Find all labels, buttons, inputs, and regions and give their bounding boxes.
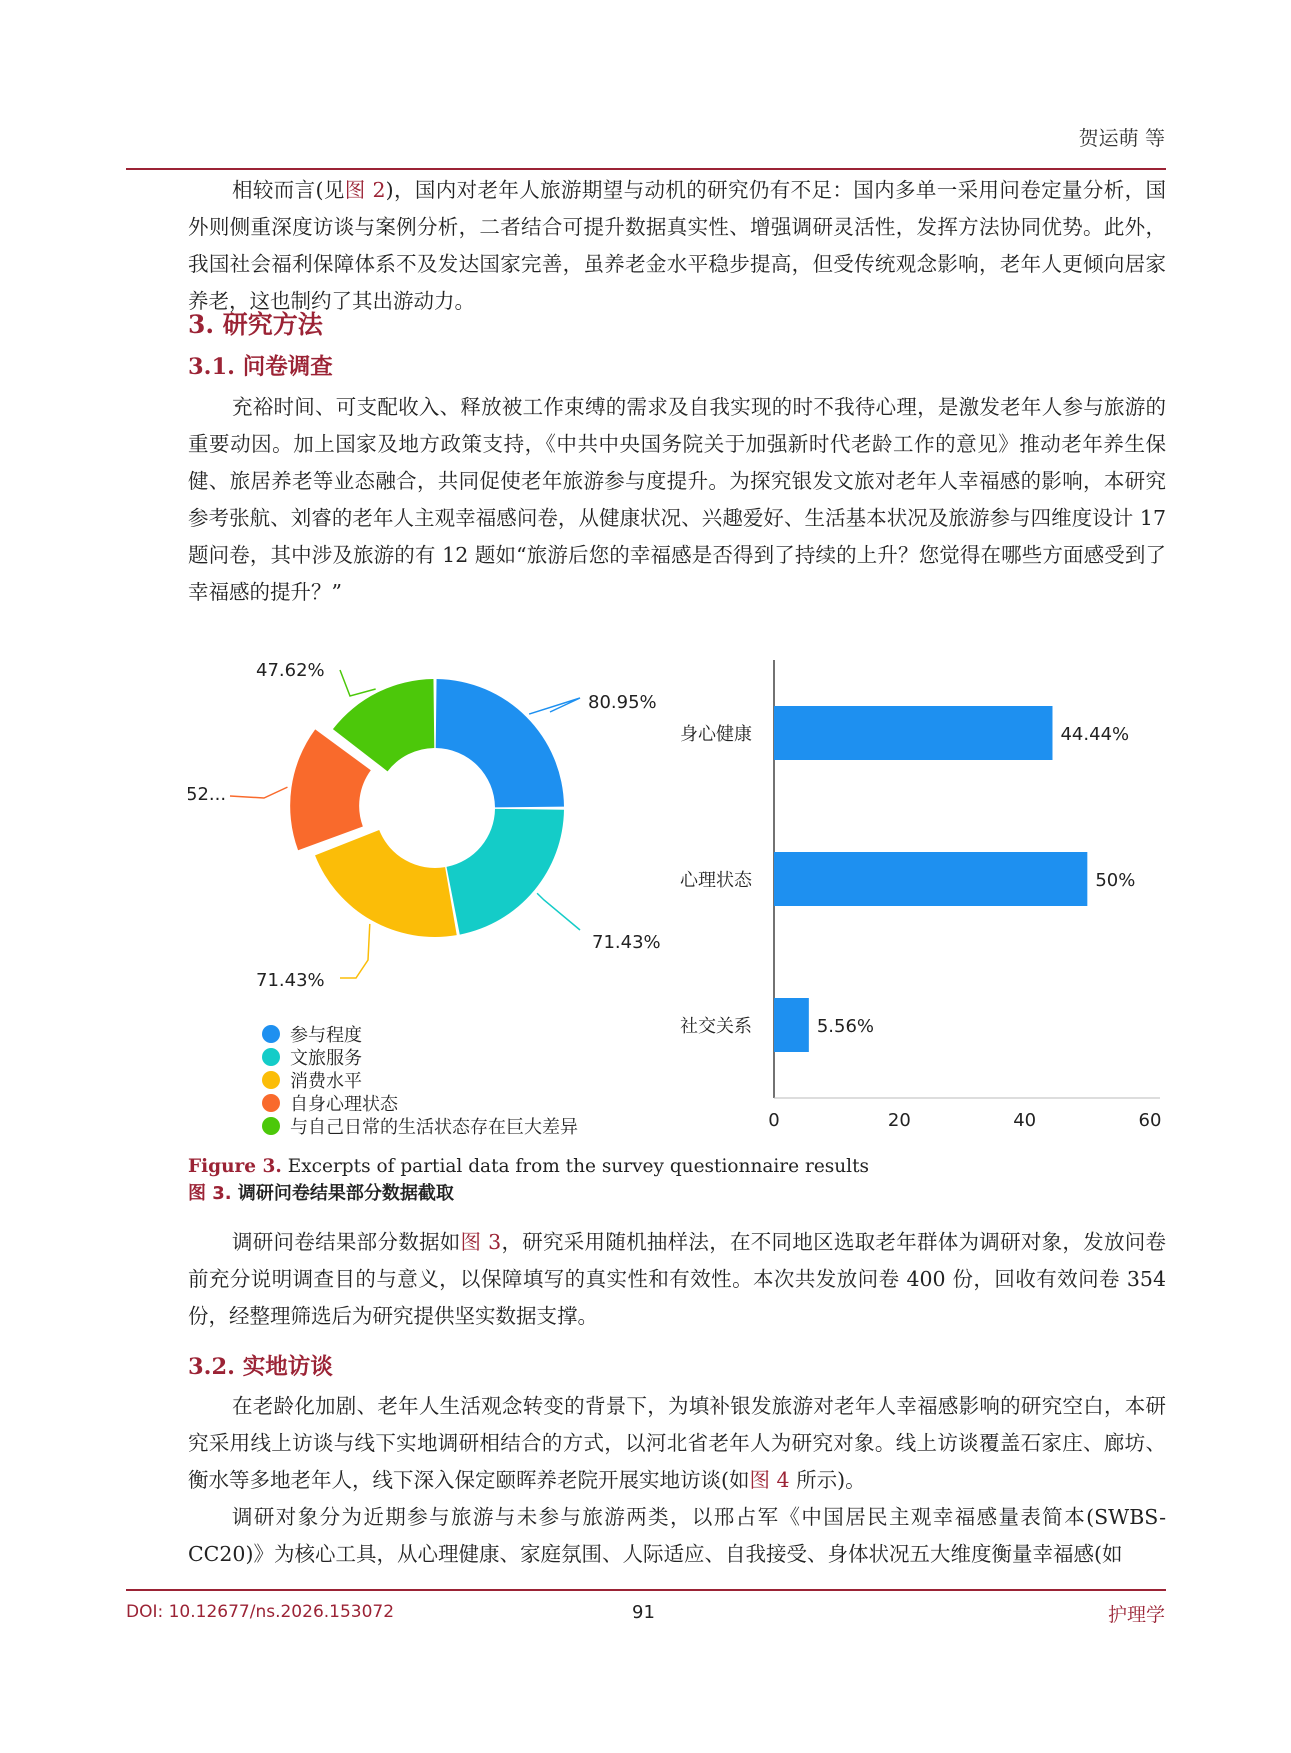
legend-label-1: 参与程度 xyxy=(290,1025,362,1046)
legend-label-4: 自身心理状态 xyxy=(290,1094,398,1115)
paragraph-3-text: 调研问卷结果部分数据如 xyxy=(232,1230,461,1254)
legend-swatch-2 xyxy=(262,1048,280,1066)
figure-3 xyxy=(188,648,1178,1158)
figure-4-link[interactable]: 图 4 xyxy=(749,1468,790,1492)
paragraph-1 xyxy=(188,172,1166,320)
bar-x-tick-4: 60 xyxy=(1138,1110,1162,1131)
bar-x-tick-2: 20 xyxy=(887,1110,911,1131)
paragraph-3 xyxy=(188,1224,1166,1335)
donut-data-label-2: 71.43% xyxy=(592,932,661,953)
legend-label-3: 消费水平 xyxy=(290,1071,362,1092)
bar-2 xyxy=(774,852,1087,906)
paragraph-1-rest: )，国内对老年人旅游期望与动机的研究仍有不足：国内多单一采用问卷定量分析，国外则侧重深度访谈与案例分析，二者结合可提升数据真实性、增强调研灵活性，发挥方法协同优势。此外，我国社会福利保障体系不及发达国家完善，虽养老金水平稳步提高，但受传统观念影响，老年人更倾向居家养老，这也制约了其出游动力。 xyxy=(188,178,1167,313)
caption-zh-label: 图 3. xyxy=(188,1183,232,1204)
header-rule xyxy=(126,168,1166,170)
donut-data-label-3: 71.43% xyxy=(256,970,325,991)
bar-category-label-3: 社交关系 xyxy=(680,1016,752,1037)
paragraph-5: 调研对象分为近期参与旅游与未参与旅游两类，以邢占军《中国居民主观幸福感量表简本(SWBS-CC20)》为核心工具，从心理健康、家庭氛围、人际适应、自我接受、身体状况五大维度衡量幸福感(如 xyxy=(188,1505,1166,1566)
footer-journal: 护理学 xyxy=(1107,1604,1165,1626)
bar-data-label-1: 44.44% xyxy=(1060,724,1130,745)
donut-data-label-1: 80.95% xyxy=(588,692,657,713)
donut-leader-5 xyxy=(340,670,376,696)
donut-leader-4 xyxy=(230,787,287,798)
legend-swatch-1 xyxy=(262,1025,280,1043)
bar-x-tick-3: 40 xyxy=(1013,1110,1037,1131)
bar-1 xyxy=(774,706,1052,760)
donut-slice-1 xyxy=(436,679,564,807)
figure-3-charts xyxy=(188,648,1178,1158)
caption-en xyxy=(188,1156,869,1177)
paragraph-2: 充裕时间、可支配收入、释放被工作束缚的需求及自我实现的时不我待心理，是激发老年人参与旅游的重要动因。加上国家及地方政策支持，《中共中央国务院关于加强新时代老龄工作的意见》推动老年养生保健、旅居养老等业态融合，共同促使老年旅游参与度提升。为探究银发文旅对老年人幸福感的影响，本研究参考张航、刘睿的老年人主观幸福感问卷，从健康状况、兴趣爱好、生活基本状况及旅游参与四维度设计 17 题问卷，其中涉及旅游的有 12 题如“旅游后您的幸福感是否得到了持续的上升？您觉得在哪些方面感受到了幸福感的提升？” xyxy=(188,395,1166,604)
section-heading-survey: 3.1. 问卷调查 xyxy=(188,354,333,380)
caption-en-label: Figure 3. xyxy=(188,1156,282,1177)
paragraph-4 xyxy=(188,1388,1166,1499)
paragraph-3-rest: ，研究采用随机抽样法，在不同地区选取老年群体为调研对象，发放问卷前充分说明调查目的与意义，以保障填写的真实性和有效性。本次共发放问卷 400 份，回收有效问卷 354 份，经整理筛选后为研究提供坚实数据支撑。 xyxy=(188,1230,1167,1328)
footer-rule xyxy=(126,1589,1166,1591)
figure-3-link[interactable]: 图 3 xyxy=(460,1230,502,1254)
bar-category-label-2: 心理状态 xyxy=(680,870,752,891)
donut-leader-2 xyxy=(537,893,580,930)
footer-page-number: 91 xyxy=(632,1602,655,1623)
legend-label-5: 与自己日常的生活状态存在巨大差异 xyxy=(290,1117,578,1138)
bar-data-label-2: 50% xyxy=(1095,870,1136,891)
donut-leader-1 xyxy=(529,698,580,714)
paragraph-4-rest: 所示)。 xyxy=(789,1468,866,1492)
legend-swatch-5 xyxy=(262,1117,280,1135)
legend-swatch-4 xyxy=(262,1094,280,1112)
bar-3 xyxy=(774,998,809,1052)
donut-data-label-4: 52... xyxy=(188,784,227,805)
bar-category-label-1: 身心健康 xyxy=(680,724,752,745)
bar-data-label-3: 5.56% xyxy=(816,1016,875,1037)
caption-zh-text: 调研问卷结果部分数据截取 xyxy=(231,1183,454,1204)
donut-data-label-5: 47.62% xyxy=(256,660,325,681)
legend-label-2: 文旅服务 xyxy=(290,1048,362,1069)
donut-slice-2 xyxy=(447,809,564,935)
caption-en-text: Excerpts of partial data from the survey questionnaire results xyxy=(281,1156,870,1177)
footer-doi[interactable]: DOI: 10.12677/ns.2026.153072 xyxy=(126,1602,395,1622)
paragraph-4-text: 在老龄化加剧、老年人生活观念转变的背景下，为填补银发旅游对老年人幸福感影响的研究空白，本研究采用线上访谈与线下实地调研相结合的方式，以河北省老年人为研究对象。线上访谈覆盖石家庄、廊坊、衡水等多地老年人，线下深入保定颐晖养老院开展实地访谈(如 xyxy=(188,1394,1166,1492)
section-heading-interview: 3.2. 实地访谈 xyxy=(188,1354,333,1380)
donut-slice-3 xyxy=(315,830,457,937)
paragraph-1-text: 相较而言(见 xyxy=(232,178,345,202)
figure-2-link[interactable]: 图 2 xyxy=(344,178,386,202)
bar-x-tick-1: 0 xyxy=(768,1110,780,1131)
donut-leader-3 xyxy=(340,924,370,978)
header-author: 贺运萌 等 xyxy=(1078,126,1165,150)
legend-swatch-3 xyxy=(262,1071,280,1089)
caption-zh xyxy=(188,1179,454,1205)
section-heading-methods: 3. 研究方法 xyxy=(188,310,323,339)
